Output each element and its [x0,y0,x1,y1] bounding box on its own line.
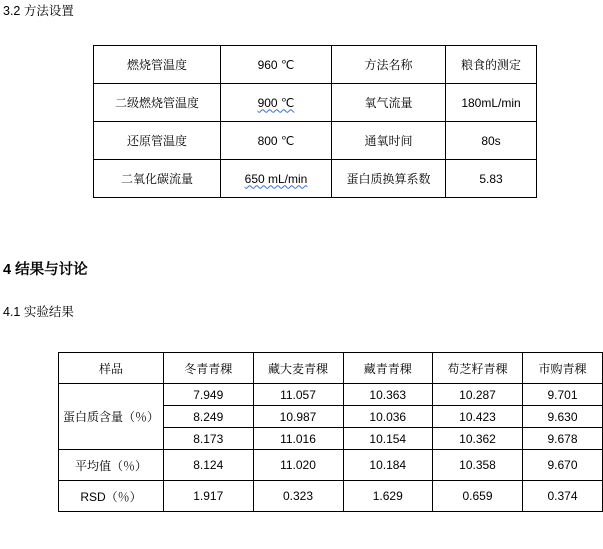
method-label-secondary-combustion-temp: 二级燃烧管温度 [94,84,221,122]
method-label-method-name: 方法名称 [332,46,446,84]
results-cell: 10.036 [343,406,432,428]
method-value-reduction-tube-temp: 800 ℃ [221,122,332,160]
results-header-col-4: 苟芝籽青稞 [433,353,523,384]
results-cell: 10.363 [343,384,432,406]
results-cell: 10.154 [343,428,432,450]
results-cell: 9.630 [523,406,603,428]
method-settings-table [93,45,537,198]
heading-4-1: 4.1 实验结果 [3,305,74,319]
method-value-oxygen-flow: 180mL/min [446,84,537,122]
results-cell: 1.629 [343,481,432,512]
table-row [94,84,537,122]
table-row [59,384,603,406]
heading-3-2: 3.2 方法设置 [3,4,74,18]
table-row [94,160,537,198]
method-value-protein-factor: 5.83 [446,160,537,198]
method-value-co2-flow-text: 650 mL/min [244,171,308,186]
results-cell: 10.287 [433,384,523,406]
results-rowhead-protein-content: 蛋白质含量（％） [59,384,164,450]
results-cell: 0.374 [523,481,603,512]
method-value-secondary-combustion-temp-text: 900 ℃ [257,95,295,110]
results-cell: 0.323 [253,481,343,512]
method-value-secondary-combustion-temp [221,84,332,122]
results-cell: 10.184 [343,450,432,481]
method-label-combustion-tube-temp: 燃烧管温度 [94,46,221,84]
experiment-results-table [58,352,603,512]
results-cell: 10.362 [433,428,523,450]
results-cell: 10.423 [433,406,523,428]
results-cell: 11.057 [253,384,343,406]
results-cell: 11.020 [253,450,343,481]
results-cell: 0.659 [433,481,523,512]
results-cell: 10.358 [433,450,523,481]
results-cell: 8.124 [164,450,253,481]
results-cell: 7.949 [164,384,253,406]
results-rowhead-rsd: RSD（％） [59,481,164,512]
results-cell: 1.917 [164,481,253,512]
results-cell: 9.701 [523,384,603,406]
results-header-col-5: 市购青稞 [523,353,603,384]
results-cell: 8.173 [164,428,253,450]
results-header-sample: 样品 [59,353,164,384]
table-header-row [59,353,603,384]
table-row [59,481,603,512]
table-row [94,122,537,160]
method-value-oxygen-time: 80s [446,122,537,160]
method-value-method-name: 粮食的测定 [446,46,537,84]
heading-4: 4 结果与讨论 [3,262,88,278]
results-cell: 11.016 [253,428,343,450]
results-cell: 9.670 [523,450,603,481]
method-label-oxygen-flow: 氧气流量 [332,84,446,122]
method-label-reduction-tube-temp: 还原管温度 [94,122,221,160]
results-header-col-2: 藏大麦青稞 [253,353,343,384]
table-row [59,450,603,481]
results-rowhead-mean: 平均值（％） [59,450,164,481]
method-label-co2-flow: 二氧化碳流量 [94,160,221,198]
results-cell: 10.987 [253,406,343,428]
table-row [94,46,537,84]
method-value-combustion-tube-temp: 960 ℃ [221,46,332,84]
method-label-oxygen-time: 通氧时间 [332,122,446,160]
results-header-col-1: 冬青青稞 [164,353,253,384]
method-label-protein-factor: 蛋白质换算系数 [332,160,446,198]
results-cell: 8.249 [164,406,253,428]
method-value-co2-flow [221,160,332,198]
results-header-col-3: 藏青青稞 [343,353,432,384]
results-cell: 9.678 [523,428,603,450]
